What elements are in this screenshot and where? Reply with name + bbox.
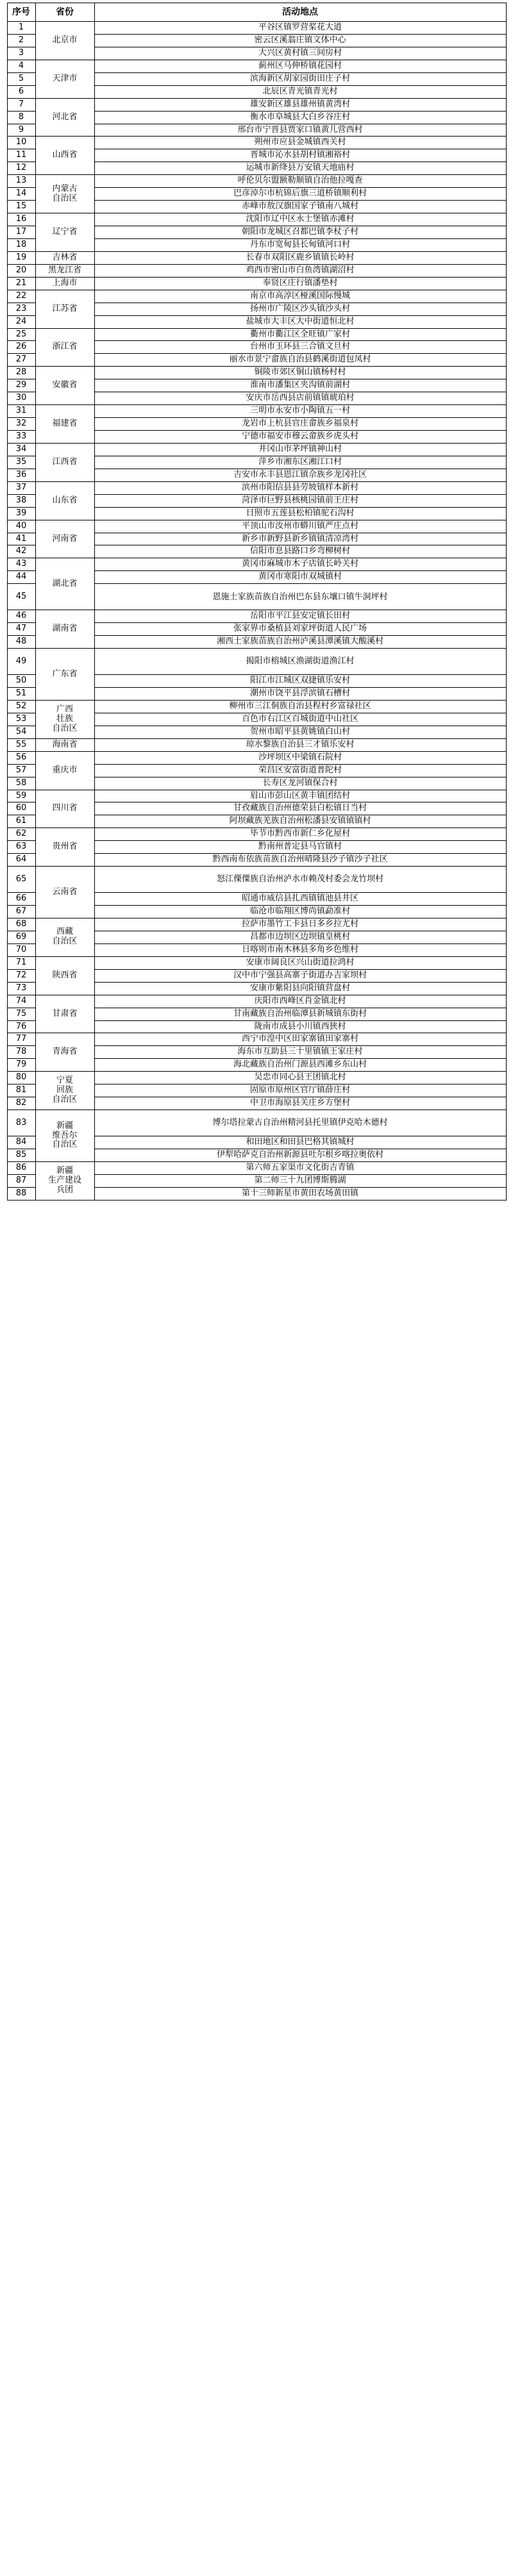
table-row — [7, 264, 506, 277]
cell-site: 衡水市阜城县大白乡谷庄村 — [94, 111, 506, 124]
cell-site: 大兴区黄村镇三间房村 — [94, 47, 506, 60]
cell-site: 朔州市应县金城镇西关村 — [94, 137, 506, 149]
cell-no: 63 — [7, 841, 35, 854]
cell-province — [35, 995, 94, 1033]
cell-province — [35, 175, 94, 213]
cell-site: 南京市高淳区桠溪国际慢城 — [94, 290, 506, 303]
cell-no: 35 — [7, 456, 35, 469]
activity-locations-table — [7, 3, 507, 1201]
cell-site: 和田地区和田县巴格其镇城村 — [94, 1136, 506, 1149]
table-row — [7, 481, 506, 494]
cell-no: 6 — [7, 85, 35, 98]
cell-province — [35, 98, 94, 137]
table-row — [7, 367, 506, 379]
cell-site: 扬州市广陵区沙头镇沙头村 — [94, 303, 506, 315]
cell-site: 恩施土家族苗族自治州巴东县东壤口镇牛洞坪村 — [94, 584, 506, 610]
cell-site: 昌都市边坝区边坝镇皇桃村 — [94, 931, 506, 943]
cell-province — [35, 867, 94, 918]
province-label-line: 海南省 — [52, 739, 78, 749]
cell-no: 45 — [7, 584, 35, 610]
cell-site: 海北藏族自治州门源县西滩乡东山村 — [94, 1059, 506, 1072]
cell-province — [35, 264, 94, 277]
province-label-line: 吉林省 — [52, 252, 78, 262]
province-label-line: 内蒙古 — [52, 183, 78, 194]
cell-no: 88 — [7, 1187, 35, 1200]
cell-no: 21 — [7, 277, 35, 290]
cell-site: 安康市阔良区兴山街道拉鸿村 — [94, 956, 506, 969]
province-label-line: 四川省 — [52, 803, 78, 813]
cell-site: 雄安新区雄县雄州镇黄湾村 — [94, 98, 506, 111]
table-row — [7, 751, 506, 764]
table-row — [7, 175, 506, 188]
cell-no: 31 — [7, 405, 35, 418]
cell-no: 2 — [7, 34, 35, 47]
cell-province — [35, 918, 94, 957]
cell-province — [35, 1161, 94, 1200]
cell-province — [35, 290, 94, 328]
cell-no: 71 — [7, 956, 35, 969]
cell-site: 滨州市阳信县县劳坡镇样本新村 — [94, 481, 506, 494]
cell-site: 琼水黎族自治县三才镇乐安村 — [94, 738, 506, 751]
cell-site: 盐城市大丰区大中街道恒北村 — [94, 315, 506, 328]
cell-province — [35, 738, 94, 751]
cell-no: 76 — [7, 1020, 35, 1033]
cell-site: 井冈山市茅坪镇神山村 — [94, 443, 506, 456]
table-row — [7, 867, 506, 893]
province-label-line: 自治区 — [52, 723, 78, 733]
cell-no: 41 — [7, 533, 35, 545]
cell-province — [35, 956, 94, 995]
cell-no: 87 — [7, 1174, 35, 1187]
cell-province — [35, 367, 94, 405]
cell-site: 淮南市潘集区夹沟镇前湖村 — [94, 379, 506, 392]
cell-province — [35, 213, 94, 252]
cell-site: 丽水市景宁畲族自治县鹤溪街道包凤村 — [94, 354, 506, 367]
cell-no: 84 — [7, 1136, 35, 1149]
cell-site: 固原市原州区官厅镇薛庄村 — [94, 1084, 506, 1097]
province-label-line: 黑龙江省 — [47, 265, 81, 275]
cell-no: 62 — [7, 828, 35, 841]
cell-site: 衢州市衢江区全旺镇广家村 — [94, 328, 506, 341]
province-label-line: 湖南省 — [52, 624, 78, 634]
cell-no: 13 — [7, 175, 35, 188]
cell-no: 15 — [7, 201, 35, 213]
cell-site: 沙坪坝区中梁镇石院村 — [94, 751, 506, 764]
cell-no: 16 — [7, 213, 35, 226]
cell-no: 75 — [7, 1008, 35, 1020]
table-row — [7, 277, 506, 290]
cell-site: 赤峰市敖汉旗国家子镇南八城村 — [94, 201, 506, 213]
table-row — [7, 1072, 506, 1084]
cell-site: 庆阳市西峰区肖金镇北村 — [94, 995, 506, 1008]
province-label-line: 山西省 — [52, 150, 78, 160]
cell-no: 69 — [7, 931, 35, 943]
cell-site: 丹东市宽甸县长甸镇河口村 — [94, 238, 506, 251]
table-row — [7, 649, 506, 675]
cell-no: 60 — [7, 802, 35, 815]
cell-no: 33 — [7, 431, 35, 444]
cell-no: 74 — [7, 995, 35, 1008]
cell-province — [35, 1110, 94, 1162]
cell-province — [35, 481, 94, 520]
table-row — [7, 60, 506, 72]
province-label-line: 河北省 — [52, 112, 78, 122]
cell-no: 47 — [7, 623, 35, 636]
cell-no: 64 — [7, 854, 35, 867]
cell-no: 72 — [7, 969, 35, 982]
cell-no: 38 — [7, 494, 35, 507]
cell-no: 24 — [7, 315, 35, 328]
province-label-line: 山东省 — [52, 495, 78, 505]
cell-site: 晋城市沁水县胡村镇湘裕村 — [94, 149, 506, 162]
table-row — [7, 738, 506, 751]
cell-province — [35, 520, 94, 558]
cell-no: 1 — [7, 22, 35, 35]
cell-site: 岳阳市平江县安定镇长田村 — [94, 610, 506, 623]
cell-site: 眉山市彭山区黄丰镇团结村 — [94, 790, 506, 802]
table-row — [7, 213, 506, 226]
cell-province — [35, 1033, 94, 1072]
cell-no: 17 — [7, 226, 35, 239]
cell-site: 蓟州区马伸桥镇花园村 — [94, 60, 506, 72]
province-label-line: 生产建设 — [47, 1175, 81, 1185]
cell-province — [35, 649, 94, 701]
cell-no: 46 — [7, 610, 35, 623]
province-label-line: 新疆 — [56, 1165, 73, 1176]
cell-site: 百色市右江区百城街道中山社区 — [94, 713, 506, 726]
table-row — [7, 22, 506, 35]
cell-no: 25 — [7, 328, 35, 341]
cell-no: 55 — [7, 738, 35, 751]
cell-site: 甘南藏族自治州临潭县新城镇东街村 — [94, 1008, 506, 1020]
cell-no: 85 — [7, 1149, 35, 1162]
cell-site: 长寿区龙河镇保合村 — [94, 777, 506, 790]
cell-site: 贺州市昭平县黄姚镇白山村 — [94, 726, 506, 738]
cell-site: 黄冈市麻城市木子店镇长岭关村 — [94, 558, 506, 571]
cell-no: 14 — [7, 188, 35, 201]
cell-no: 36 — [7, 469, 35, 481]
cell-no: 8 — [7, 111, 35, 124]
table-row — [7, 828, 506, 841]
cell-site: 张家界市桑植县刘家坪街道人民广场 — [94, 623, 506, 636]
table-row — [7, 328, 506, 341]
cell-site: 昭通市威信县扎西镇镇池县井区 — [94, 893, 506, 906]
cell-no: 5 — [7, 72, 35, 85]
cell-no: 53 — [7, 713, 35, 726]
cell-site: 西宁市湟中区田家寨镇田家寨村 — [94, 1033, 506, 1046]
cell-no: 65 — [7, 867, 35, 893]
cell-site: 海东市互助县三十里镇镇王家庄村 — [94, 1046, 506, 1059]
province-label-line: 辽宁省 — [52, 227, 78, 237]
province-label-line: 自治区 — [52, 1095, 78, 1105]
province-label-line: 陕西省 — [52, 970, 78, 980]
province-label-line: 江西省 — [52, 456, 78, 467]
cell-site: 呼伦贝尔盟额勒顺镇自治他拉嘎查 — [94, 175, 506, 188]
cell-site: 安康市紫阳县向阳镇营盘村 — [94, 982, 506, 995]
cell-site: 安庆市岳西县店前镇镇琥珀村 — [94, 392, 506, 405]
cell-no: 4 — [7, 60, 35, 72]
province-label-line: 云南省 — [52, 886, 78, 897]
cell-site: 巴彦淖尔市杭锦后旗三道桥镇顺利村 — [94, 188, 506, 201]
province-label-line: 回族 — [56, 1085, 73, 1095]
table-row — [7, 610, 506, 623]
cell-province — [35, 558, 94, 610]
province-label-line: 新疆 — [56, 1120, 73, 1131]
cell-no: 27 — [7, 354, 35, 367]
cell-province — [35, 443, 94, 481]
cell-no: 12 — [7, 162, 35, 175]
cell-no: 29 — [7, 379, 35, 392]
table-row — [7, 1161, 506, 1174]
cell-site: 沈阳市辽中区永士堡镇赤滩村 — [94, 213, 506, 226]
cell-site: 中卫市海原县关庄乡方堡村 — [94, 1097, 506, 1110]
table-row — [7, 137, 506, 149]
cell-site: 第二师三十九团博斯腾湖 — [94, 1174, 506, 1187]
cell-province — [35, 828, 94, 867]
cell-site: 新乡市新野县新乡镇镇清凉湾村 — [94, 533, 506, 545]
cell-no: 43 — [7, 558, 35, 571]
province-label-line: 贵州省 — [52, 842, 78, 852]
table-row — [7, 98, 506, 111]
cell-no: 79 — [7, 1059, 35, 1072]
cell-site: 吉安市永丰县恩江镇佘族乡龙冈社区 — [94, 469, 506, 481]
cell-no: 59 — [7, 790, 35, 802]
province-label-line: 上海市 — [52, 278, 78, 288]
cell-site: 日照市五莲县松柏镇驼石沟村 — [94, 507, 506, 520]
province-label-line: 河南省 — [52, 533, 78, 544]
cell-no: 78 — [7, 1046, 35, 1059]
cell-site: 黔南州普定县马官镇村 — [94, 841, 506, 854]
province-label-line: 自治区 — [52, 193, 78, 203]
cell-site: 黔西南布依族苗族自治州晴隆县沙子镇沙子社区 — [94, 854, 506, 867]
cell-site: 阿坝藏族羌族自治州松潘县安镇镇镇村 — [94, 815, 506, 828]
cell-province — [35, 790, 94, 828]
cell-province — [35, 700, 94, 738]
cell-no: 58 — [7, 777, 35, 790]
cell-no: 34 — [7, 443, 35, 456]
cell-site: 三明市永安市小陶镇五一村 — [94, 405, 506, 418]
cell-site: 吴忠市同心县王团镇北村 — [94, 1072, 506, 1084]
cell-no: 26 — [7, 341, 35, 354]
cell-province — [35, 22, 94, 60]
cell-site: 运城市新绛县万安镇天地庙村 — [94, 162, 506, 175]
cell-site: 拉萨市墨竹工卡县日多乡拉尤村 — [94, 918, 506, 931]
cell-no: 40 — [7, 520, 35, 533]
province-label-line: 天津市 — [52, 73, 78, 83]
cell-site: 鸡西市密山市白鱼湾镇湖沼村 — [94, 264, 506, 277]
cell-site: 第十三师新星市黄田农场黄田镇 — [94, 1187, 506, 1200]
province-label-line: 福建省 — [52, 419, 78, 429]
cell-no: 49 — [7, 649, 35, 675]
province-label-line: 安徽省 — [52, 380, 78, 390]
cell-no: 51 — [7, 688, 35, 701]
cell-no: 32 — [7, 418, 35, 431]
cell-site: 阳江市江城区双捷镇乐安村 — [94, 675, 506, 688]
cell-site: 滨海新区胡家园街田庄子村 — [94, 72, 506, 85]
province-label-line: 自治区 — [52, 936, 78, 947]
cell-site: 邢台市宁晋县贾家口镇黄儿营西村 — [94, 124, 506, 137]
cell-province — [35, 751, 94, 790]
cell-site: 平顶山市汝州市蟒川镇严庄点村 — [94, 520, 506, 533]
table-row — [7, 558, 506, 571]
province-label-line: 浙江省 — [52, 342, 78, 352]
column-header-site: 活动地点 — [94, 3, 506, 22]
cell-no: 66 — [7, 893, 35, 906]
cell-site: 朝阳市龙城区召都巴镇李杖子村 — [94, 226, 506, 239]
cell-site: 伊犁哈萨克自治州新源县吐尔根乡喀拉奥依村 — [94, 1149, 506, 1162]
cell-no: 11 — [7, 149, 35, 162]
table-row — [7, 956, 506, 969]
cell-no: 86 — [7, 1161, 35, 1174]
cell-site: 长春市双阳区鹿乡镇镇长岭村 — [94, 251, 506, 264]
table-row — [7, 995, 506, 1008]
cell-no: 73 — [7, 982, 35, 995]
province-label-line: 西藏 — [56, 927, 73, 937]
cell-no: 42 — [7, 545, 35, 558]
province-label-line: 壮族 — [56, 713, 73, 724]
cell-no: 61 — [7, 815, 35, 828]
cell-site: 潮州市饶平县浮滨镇石槽村 — [94, 688, 506, 701]
cell-site: 宁德市福安市穆云畲族乡虎头村 — [94, 431, 506, 444]
province-label-line: 重庆市 — [52, 765, 78, 775]
cell-no: 22 — [7, 290, 35, 303]
cell-no: 28 — [7, 367, 35, 379]
cell-site: 揭阳市榕城区渔湖街道渔江村 — [94, 649, 506, 675]
cell-province — [35, 137, 94, 175]
province-label-line: 湖北省 — [52, 578, 78, 588]
cell-no: 3 — [7, 47, 35, 60]
column-header-no: 序号 — [7, 3, 35, 22]
cell-province — [35, 405, 94, 444]
cell-no: 18 — [7, 238, 35, 251]
table-row — [7, 251, 506, 264]
cell-site: 日喀则市南木林县多角乡色维村 — [94, 943, 506, 956]
cell-no: 19 — [7, 251, 35, 264]
cell-site: 荣昌区安富街道普陀村 — [94, 764, 506, 777]
cell-no: 54 — [7, 726, 35, 738]
cell-province — [35, 610, 94, 649]
table-header — [7, 3, 506, 22]
cell-site: 北辰区青光镇青光村 — [94, 85, 506, 98]
cell-no: 57 — [7, 764, 35, 777]
cell-no: 37 — [7, 481, 35, 494]
province-label-line: 甘肃省 — [52, 1008, 78, 1018]
cell-site: 毕节市黔西市新仁乡化屋村 — [94, 828, 506, 841]
table-row — [7, 290, 506, 303]
cell-no: 81 — [7, 1084, 35, 1097]
cell-no: 7 — [7, 98, 35, 111]
province-label-line: 兵团 — [56, 1184, 73, 1195]
cell-no: 20 — [7, 264, 35, 277]
cell-province — [35, 60, 94, 98]
cell-province — [35, 251, 94, 264]
cell-site: 汉中市宁强县高寨子街道办吉家坝村 — [94, 969, 506, 982]
cell-site: 密云区溪翁庄镇文体中心 — [94, 34, 506, 47]
cell-no: 56 — [7, 751, 35, 764]
table-row — [7, 700, 506, 713]
table-row — [7, 443, 506, 456]
province-label-line: 广东省 — [52, 669, 78, 679]
cell-site: 黄冈市寒阳市双城镇村 — [94, 571, 506, 584]
table-row — [7, 405, 506, 418]
cell-site: 甘孜藏族自治州德荣县白松镇日当村 — [94, 802, 506, 815]
table-row — [7, 520, 506, 533]
cell-no: 23 — [7, 303, 35, 315]
cell-site: 陇南市成县小川镇西狭村 — [94, 1020, 506, 1033]
cell-site: 信阳市息县路口乡弯柳树村 — [94, 545, 506, 558]
cell-no: 39 — [7, 507, 35, 520]
province-label-line: 广西 — [56, 704, 73, 714]
cell-no: 30 — [7, 392, 35, 405]
cell-no: 10 — [7, 137, 35, 149]
cell-site: 平谷区镇罗营桨花大道 — [94, 22, 506, 35]
cell-site: 第六师五家渠市文化街吉青镇 — [94, 1161, 506, 1174]
table-row — [7, 790, 506, 802]
cell-site: 博尔塔拉蒙古自治州精河县托里镇伊克哈木德村 — [94, 1110, 506, 1136]
cell-province — [35, 1072, 94, 1110]
province-label-line: 宁夏 — [56, 1076, 73, 1086]
table-body — [7, 22, 506, 1201]
cell-site: 奉贤区庄行镇潘垫村 — [94, 277, 506, 290]
province-label-line: 自治区 — [52, 1140, 78, 1150]
cell-no: 52 — [7, 700, 35, 713]
cell-no: 70 — [7, 943, 35, 956]
table-row — [7, 918, 506, 931]
cell-site: 台州市玉环县三合镇文旦村 — [94, 341, 506, 354]
table-row — [7, 1033, 506, 1046]
cell-no: 80 — [7, 1072, 35, 1084]
cell-no: 77 — [7, 1033, 35, 1046]
cell-no: 50 — [7, 675, 35, 688]
cell-no: 83 — [7, 1110, 35, 1136]
cell-site: 菏泽市巨野县核桃园镇前王庄村 — [94, 494, 506, 507]
cell-site: 临沧市临翔区博尚镇勐准村 — [94, 906, 506, 918]
cell-site: 柳州市三江侗族自治县程村乡富禄社区 — [94, 700, 506, 713]
province-label-line: 江苏省 — [52, 303, 78, 313]
table-header-row — [7, 3, 506, 22]
cell-province — [35, 328, 94, 367]
table-sheet — [0, 0, 513, 1201]
cell-province — [35, 277, 94, 290]
cell-site: 湘西土家族苗族自治州泸溪县潭溪镇大酸溪村 — [94, 636, 506, 649]
cell-no: 48 — [7, 636, 35, 649]
column-header-province: 省份 — [35, 3, 94, 22]
province-label-line: 北京市 — [52, 35, 78, 45]
cell-no: 82 — [7, 1097, 35, 1110]
province-label-line: 青海省 — [52, 1047, 78, 1057]
cell-site: 龙岩市上杭县官庄畲族乡福泉村 — [94, 418, 506, 431]
cell-no: 9 — [7, 124, 35, 137]
cell-no: 44 — [7, 571, 35, 584]
cell-site: 铜陵市郊区铜山镇杨村村 — [94, 367, 506, 379]
table-row — [7, 1110, 506, 1136]
province-label-line: 维吾尔 — [52, 1130, 78, 1140]
cell-no: 67 — [7, 906, 35, 918]
cell-no: 68 — [7, 918, 35, 931]
cell-site: 萍乡市湘东区湘江口村 — [94, 456, 506, 469]
cell-site: 怒江傈僳族自治州泸水市赖茂村委会龙竹坝村 — [94, 867, 506, 893]
